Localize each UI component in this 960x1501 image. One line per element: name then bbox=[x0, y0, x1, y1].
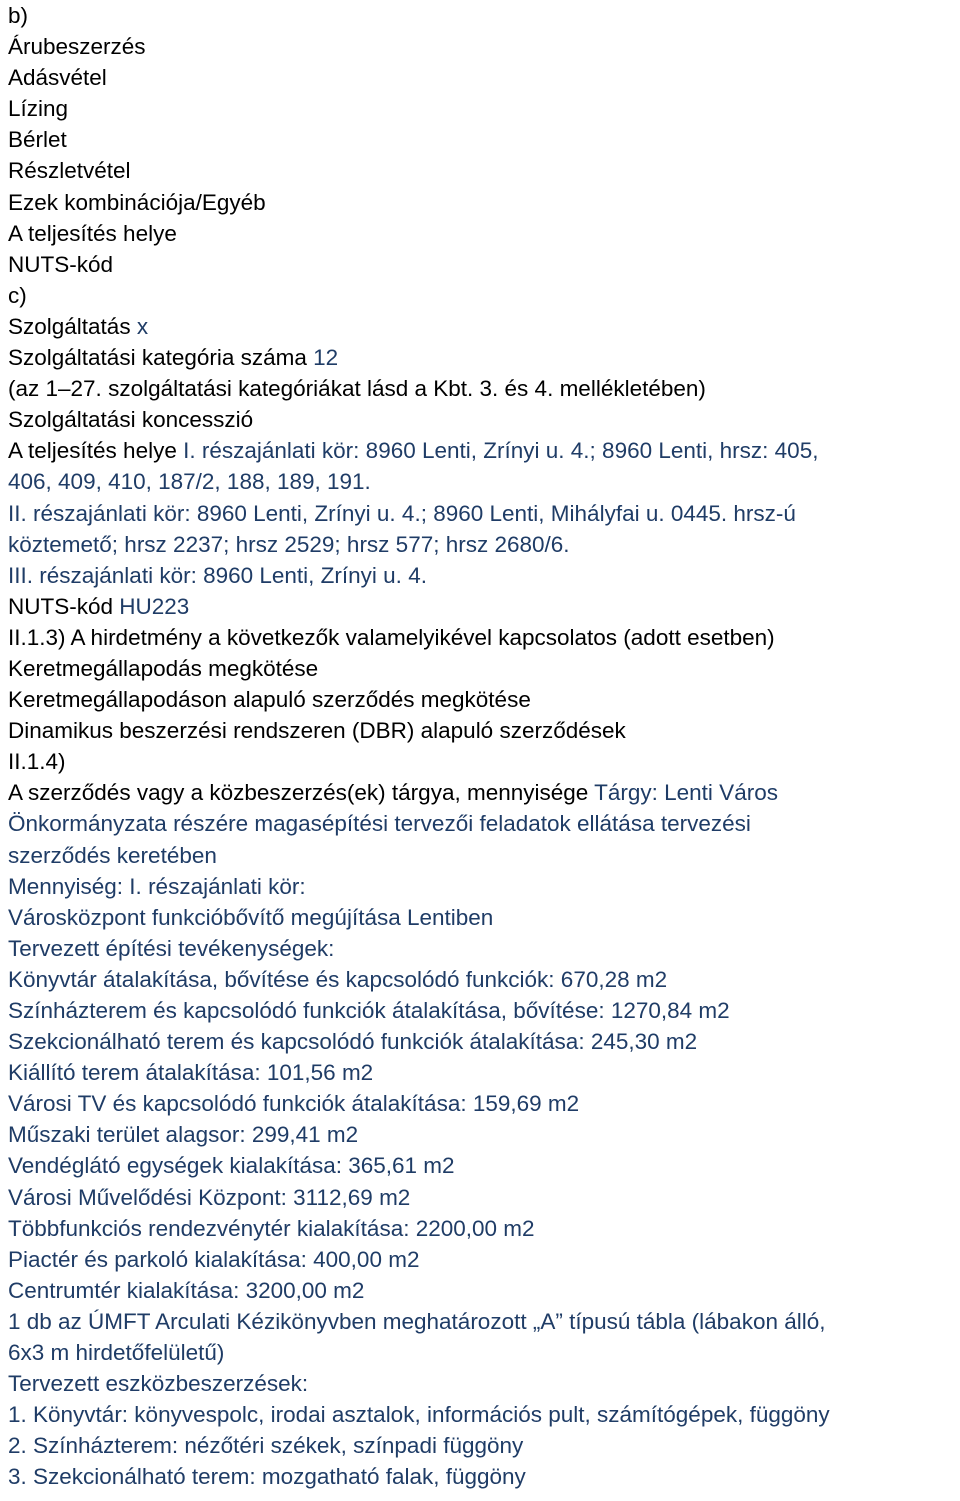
line bbox=[8, 777, 960, 808]
field-value: Műszaki terület alagsor: 299,41 m2 bbox=[8, 1122, 359, 1148]
field-label: Dinamikus beszerzési rendszeren (DBR) alapuló szerződések bbox=[8, 718, 626, 744]
field-value: Könyvtár átalakítása, bővítése és kapcsolódó funkciók: 670,28 m2 bbox=[8, 966, 668, 992]
line bbox=[8, 1337, 960, 1368]
line bbox=[8, 404, 960, 435]
field-label: Szolgáltatási koncesszió bbox=[8, 407, 254, 433]
section-heading: II.1.4) bbox=[8, 749, 66, 775]
field-label: Keretmegállapodás megkötése bbox=[8, 655, 319, 681]
field-label: (az 1–27. szolgáltatási kategóriákat lásd a Kbt. 3. és 4. mellékletében) bbox=[8, 376, 706, 402]
field-label: A teljesítés helye bbox=[8, 220, 177, 246]
field-value: 1. Könyvtár: könyvespolc, irodai asztalok, információs pult, számítógépek, függöny bbox=[8, 1402, 830, 1428]
line bbox=[8, 1306, 960, 1337]
line bbox=[8, 1119, 960, 1150]
field-value: 406, 409, 410, 187/2, 188, 189, 191. bbox=[8, 469, 371, 495]
line bbox=[8, 871, 960, 902]
field-value: Városi Művelődési Központ: 3112,69 m2 bbox=[8, 1184, 411, 1210]
line bbox=[8, 1430, 960, 1461]
line bbox=[8, 187, 960, 218]
line bbox=[8, 280, 960, 311]
line bbox=[8, 933, 960, 964]
line bbox=[8, 124, 960, 155]
field-label: Árubeszerzés bbox=[8, 34, 146, 60]
field-label: A teljesítés helye bbox=[8, 438, 184, 464]
field-label: Adásvétel bbox=[8, 65, 107, 91]
field-label: NUTS-kód bbox=[8, 593, 120, 619]
field-value: x bbox=[136, 313, 149, 339]
line bbox=[8, 1182, 960, 1213]
field-value: 1 db az ÚMFT Arculati Kézikönyvben meghatározott „A” típusú tábla (lábakon álló, bbox=[8, 1308, 826, 1334]
field-label: Keretmegállapodáson alapuló szerződés megkötése bbox=[8, 687, 531, 713]
field-value: Mennyiség: I. részajánlati kör: bbox=[8, 873, 306, 899]
line bbox=[8, 1244, 960, 1275]
field-value: III. részajánlati kör: 8960 Lenti, Zrínyi u. 4. bbox=[8, 562, 427, 588]
field-value: Centrumtér kialakítása: 3200,00 m2 bbox=[8, 1277, 365, 1303]
line bbox=[8, 466, 960, 497]
section-label: b) bbox=[8, 3, 29, 28]
line bbox=[8, 342, 960, 373]
section-heading: II.1.3) A hirdetmény a következők valamelyikével kapcsolatos (adott esetben) bbox=[8, 624, 775, 650]
field-label: Szolgáltatás bbox=[8, 313, 137, 339]
line bbox=[8, 1399, 960, 1430]
field-value: Városközpont funkcióbővítő megújítása Lentiben bbox=[8, 904, 494, 930]
line bbox=[8, 1057, 960, 1088]
field-value: Városi TV és kapcsolódó funkciók átalakítása: 159,69 m2 bbox=[8, 1091, 580, 1117]
line bbox=[8, 1275, 960, 1306]
line bbox=[8, 995, 960, 1026]
field-value: Színházterem és kapcsolódó funkciók átalakítása, bővítése: 1270,84 m2 bbox=[8, 998, 730, 1023]
line bbox=[8, 622, 960, 653]
line bbox=[8, 902, 960, 933]
field-value: Piactér és parkoló kialakítása: 400,00 m2 bbox=[8, 1246, 420, 1272]
field-value: Tervezett eszközbeszerzések: bbox=[8, 1371, 309, 1397]
field-label: Ezek kombinációja/Egyéb bbox=[8, 189, 266, 215]
line bbox=[8, 218, 960, 249]
line bbox=[8, 653, 960, 684]
line bbox=[8, 1368, 960, 1399]
field-value: Kiállító terem átalakítása: 101,56 m2 bbox=[8, 1060, 374, 1086]
field-label: A szerződés vagy a közbeszerzés(ek) tárgya, mennyisége bbox=[8, 780, 595, 806]
line bbox=[8, 249, 960, 280]
field-label: NUTS-kód bbox=[8, 251, 114, 277]
line bbox=[8, 529, 960, 560]
field-value: HU223 bbox=[119, 593, 190, 619]
field-value: Tervezett építési tevékenységek: bbox=[8, 935, 335, 961]
field-value: köztemető; hrsz 2237; hrsz 2529; hrsz 577; hrsz 2680/6. bbox=[8, 531, 570, 557]
field-value: II. részajánlati kör: 8960 Lenti, Zrínyi u. 4.; 8960 Lenti, Mihályfai u. 0445. hrsz-ú bbox=[8, 500, 796, 526]
field-value: Szekcionálható terem és kapcsolódó funkciók átalakítása: 245,30 m2 bbox=[8, 1029, 698, 1055]
field-label: Bérlet bbox=[8, 127, 67, 153]
line bbox=[8, 591, 960, 622]
line bbox=[8, 155, 960, 186]
field-value: I. részajánlati kör: 8960 Lenti, Zrínyi u. 4.; 8960 Lenti, hrsz: 405, bbox=[183, 438, 819, 464]
line bbox=[8, 311, 960, 342]
line bbox=[8, 1213, 960, 1244]
line bbox=[8, 964, 960, 995]
line bbox=[8, 840, 960, 871]
field-value: Tárgy: Lenti Város bbox=[594, 780, 778, 806]
line bbox=[8, 62, 960, 93]
line bbox=[8, 1026, 960, 1057]
line bbox=[8, 684, 960, 715]
line bbox=[8, 93, 960, 124]
line bbox=[8, 1150, 960, 1181]
field-value: 6x3 m hirdetőfelületű) bbox=[8, 1340, 225, 1366]
field-value: 2. Színházterem: nézőtéri székek, színpadi függöny bbox=[8, 1433, 524, 1459]
line bbox=[8, 498, 960, 529]
section-label: c) bbox=[8, 282, 27, 308]
field-value: Vendéglátó egységek kialakítása: 365,61 m2 bbox=[8, 1153, 455, 1179]
field-value: 12 bbox=[313, 345, 339, 371]
line bbox=[8, 1461, 960, 1492]
field-value: Önkormányzata részére magasépítési tervezői feladatok ellátása tervezési bbox=[8, 811, 751, 837]
line bbox=[8, 1088, 960, 1119]
line bbox=[8, 0, 960, 31]
field-value: szerződés keretében bbox=[8, 842, 217, 868]
field-label: Lízing bbox=[8, 96, 69, 122]
line bbox=[8, 31, 960, 62]
field-label: Részletvétel bbox=[8, 158, 131, 184]
field-value: 3. Szekcionálható terem: mozgatható falak, függöny bbox=[8, 1464, 526, 1490]
field-label: Szolgáltatási kategória száma bbox=[8, 345, 314, 371]
line bbox=[8, 746, 960, 777]
line bbox=[8, 715, 960, 746]
line bbox=[8, 373, 960, 404]
line bbox=[8, 435, 960, 466]
field-value: Többfunkciós rendezvénytér kialakítása: 2200,00 m2 bbox=[8, 1215, 535, 1241]
line bbox=[8, 560, 960, 591]
line bbox=[8, 808, 960, 839]
